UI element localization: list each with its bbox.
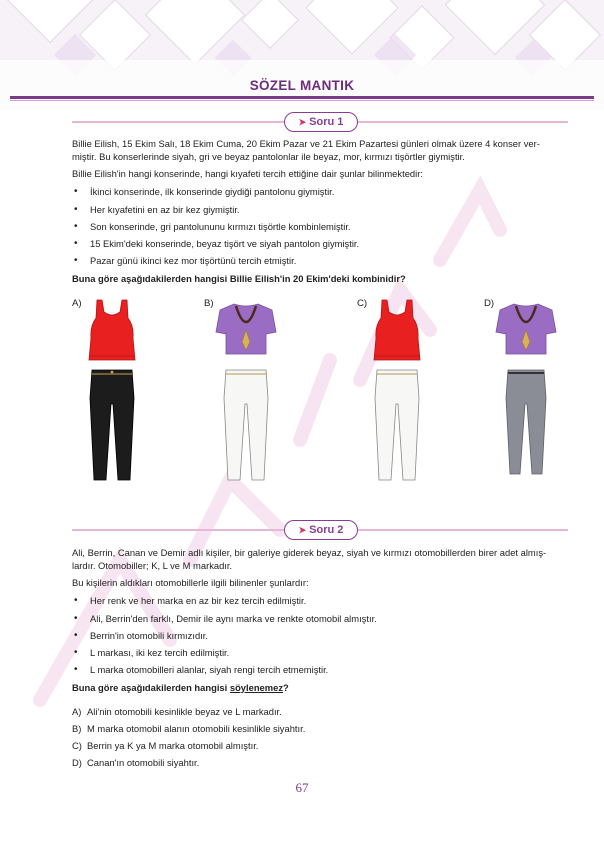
bullet-dot-icon: • xyxy=(74,647,78,658)
option-c-label[interactable]: C) xyxy=(357,298,368,309)
white-pants-icon xyxy=(224,370,268,480)
answer-option[interactable] xyxy=(72,722,305,735)
option-d-outfit[interactable] xyxy=(494,298,558,484)
bullet-dot-icon: • xyxy=(74,221,78,232)
soru-1-label: Soru 1 xyxy=(309,116,344,128)
title-rule-thin xyxy=(10,100,594,101)
purple-sweater-icon xyxy=(216,304,276,354)
bullet-text: Her renk ve her marka en az bir kez tercih edilmiştir. xyxy=(90,595,307,606)
soru-1-intro-3: Billie Eilish'in hangi konserinde, hangi kıyafeti tercih ettiğine dair şunlar bilinmektedir: xyxy=(72,168,423,179)
black-pants-icon xyxy=(90,370,134,480)
red-tank-top-icon xyxy=(374,300,420,360)
bullet-text: L marka otomobilleri alanlar, siyah rengi tercih etmemiştir. xyxy=(90,664,329,675)
arrow-icon: ➤ xyxy=(298,117,307,127)
soru-2-label: Soru 2 xyxy=(309,524,344,536)
answer-option[interactable] xyxy=(72,705,282,718)
white-pants-icon xyxy=(375,370,419,480)
option-a-outfit[interactable] xyxy=(82,298,142,484)
soru-1-banner xyxy=(72,112,568,132)
bullet-text: 15 Ekim'deki konserinde, beyaz tişört ve siyah pantolon giymiştir. xyxy=(90,238,360,249)
page-title: SÖZEL MANTIK xyxy=(249,78,355,93)
question-text: Buna göre aşağıdakilerden hangisi xyxy=(72,682,230,693)
option-a-label[interactable]: A) xyxy=(72,298,82,309)
soru-2-question xyxy=(72,681,568,694)
purple-sweater-icon xyxy=(496,304,556,354)
red-tank-top-icon xyxy=(89,300,135,360)
answer-text: M marka otomobil alanın otomobili kesinlikle siyahtır. xyxy=(87,723,306,734)
answer-letter: D) xyxy=(72,757,82,768)
answer-text: Berrin ya K ya M marka otomobil almıştır. xyxy=(87,740,259,751)
soru-1-intro-2: miştir. Bu konserlerinde siyah, gri ve beyaz pantolonlar ile beyaz, mor, kırmızı tişörtler giymiştir. xyxy=(72,151,465,162)
bullet-text: Pazar günü ikinci kez mor tişörtünü tercih etmiştir. xyxy=(90,255,297,266)
answer-letter: A) xyxy=(72,706,82,717)
option-c-outfit[interactable] xyxy=(367,298,427,484)
answer-letter: C) xyxy=(72,740,82,751)
bullet-dot-icon: • xyxy=(74,186,78,197)
gray-pants-icon xyxy=(506,370,546,474)
answer-letter: B) xyxy=(72,723,82,734)
option-d-label[interactable]: D) xyxy=(484,298,495,309)
header-background xyxy=(0,0,604,110)
question-emphasis: söylenemez xyxy=(229,682,284,693)
bullet-text: Berrin'in otomobili kırmızıdır. xyxy=(90,630,208,641)
bullet-dot-icon: • xyxy=(74,613,78,624)
bullet-dot-icon: • xyxy=(74,238,78,249)
bullet-text: Her kıyafetini en az bir kez giymiştir. xyxy=(90,204,240,215)
soru-2-intro-1: Ali, Berrin, Canan ve Demir adlı kişiler, bir galeriye giderek beyaz, siyah ve kırmızı otomobillerden birer adet almış- xyxy=(72,547,547,558)
soru-1-badge xyxy=(284,112,358,132)
answer-text: Canan'ın otomobili siyahtır. xyxy=(87,757,200,768)
soru-2-intro-2: lardır. Otomobiller; K, L ve M markadır. xyxy=(72,560,233,571)
answer-option[interactable] xyxy=(72,739,258,752)
bullet-text: L markası, iki kez tercih edilmiştir. xyxy=(90,647,230,658)
answer-option[interactable] xyxy=(72,756,199,769)
title-rule xyxy=(10,96,594,99)
bullet-dot-icon: • xyxy=(74,204,78,215)
bullet-text: Son konserinde, gri pantolununu kırmızı tişörtle kombinlemiştir. xyxy=(90,221,351,232)
soru-2-intro-3: Bu kişilerin aldıkları otomobillerle ilgili bilinenler şunlardır: xyxy=(72,577,309,588)
bullet-dot-icon: • xyxy=(74,630,78,641)
bullet-text: İkinci konserinde, ilk konserinde giydiği pantolonu giymiştir. xyxy=(90,186,335,197)
soru-1-intro-1: Billie Eilish, 15 Ekim Salı, 18 Ekim Cuma, 20 Ekim Pazar ve 21 Ekim Pazartesi günleri olmak üzere 4 konser ver- xyxy=(72,138,540,149)
answer-text: Ali'nin otomobili kesinlikle beyaz ve L markadır. xyxy=(87,706,282,717)
soru-2-banner xyxy=(72,520,568,540)
option-b-label[interactable]: B) xyxy=(204,298,214,309)
bullet-dot-icon: • xyxy=(74,664,78,675)
bullet-dot-icon: • xyxy=(74,595,78,606)
arrow-icon: ➤ xyxy=(298,525,307,535)
option-b-outfit[interactable] xyxy=(214,298,278,484)
question-mark: ? xyxy=(283,682,289,693)
soru-1-question: Buna göre aşağıdakilerden hangisi Billie Eilish'in 20 Ekim'deki kombinidir? xyxy=(72,273,406,284)
page-number: 67 xyxy=(295,780,309,795)
bullet-text: Ali, Berrin'den farklı, Demir ile aynı marka ve renkte otomobil almıştır. xyxy=(90,613,377,624)
bullet-dot-icon: • xyxy=(74,255,78,266)
soru-2-badge xyxy=(284,520,358,540)
